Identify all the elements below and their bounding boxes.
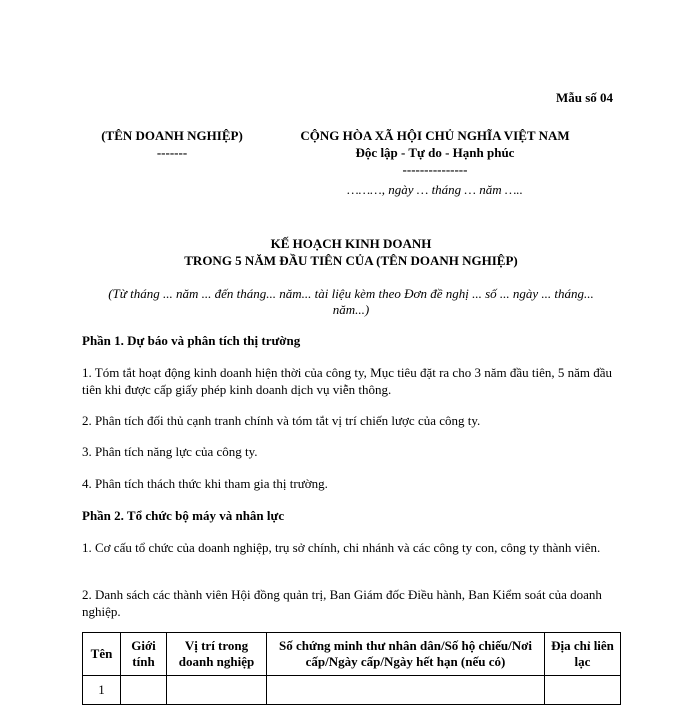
table-header-row bbox=[83, 633, 621, 676]
enterprise-name-placeholder: (TÊN DOANH NGHIỆP) bbox=[101, 128, 243, 143]
table-cell bbox=[167, 676, 267, 705]
table-cell bbox=[121, 676, 167, 705]
enterprise-divider: ------- bbox=[156, 145, 188, 160]
col-header-gender: Giới tính bbox=[121, 633, 167, 676]
col-header-contact-address: Địa chỉ liên lạc bbox=[545, 633, 621, 676]
form-number: Mẫu số 04 bbox=[556, 90, 614, 105]
motto-divider: --------------- bbox=[402, 162, 468, 177]
document-subtitle: TRONG 5 NĂM ĐẦU TIÊN CỦA (TÊN DOANH NGHIỆP) bbox=[184, 253, 518, 268]
title-note-line2: năm...) bbox=[332, 302, 370, 317]
col-header-name: Tên bbox=[83, 633, 121, 676]
part2-item-2: 2. Danh sách các thành viên Hội đồng quản trị, Ban Giám đốc Điều hành, Ban Kiểm soát của doanh nghiệp. bbox=[82, 587, 602, 619]
part1-item-4: 4. Phân tích thách thức khi tham gia thị trường. bbox=[82, 476, 328, 491]
part2-item-1: 1. Cơ cấu tổ chức của doanh nghiệp, trụ sở chính, chi nhánh và các công ty con, công ty thành viên. bbox=[82, 540, 601, 555]
staff-table bbox=[82, 632, 621, 705]
part2-heading: Phần 2. Tổ chức bộ máy và nhân lực bbox=[82, 508, 285, 523]
table-cell: 1 bbox=[83, 676, 121, 705]
part1-item-2: 2. Phân tích đối thủ cạnh tranh chính và tóm tắt vị trí chiến lược của công ty. bbox=[82, 413, 481, 428]
date-line: ………, ngày … tháng … năm ….. bbox=[347, 182, 523, 197]
part1-item-3: 3. Phân tích năng lực của công ty. bbox=[82, 444, 258, 459]
table-row bbox=[83, 676, 621, 705]
country-name: CỘNG HÒA XÃ HỘI CHỦ NGHĨA VIỆT NAM bbox=[300, 128, 570, 143]
col-header-id-document: Số chứng minh thư nhân dân/Số hộ chiếu/Nơi cấp/Ngày cấp/Ngày hết hạn (nếu có) bbox=[267, 633, 545, 676]
document-title: KẾ HOẠCH KINH DOANH bbox=[270, 236, 432, 251]
table-cell bbox=[545, 676, 621, 705]
national-motto: Độc lập - Tự do - Hạnh phúc bbox=[355, 145, 515, 160]
table-cell bbox=[267, 676, 545, 705]
part1-item-1: 1. Tóm tắt hoạt động kinh doanh hiện thời của công ty, Mục tiêu đặt ra cho 3 năm đầu tiên, 5 năm đầu tiên khi được cấp giấy phép kinh doanh dịch vụ viễn thông. bbox=[82, 365, 613, 397]
part1-heading: Phần 1. Dự báo và phân tích thị trường bbox=[82, 333, 301, 348]
col-header-position: Vị trí trong doanh nghiệp bbox=[167, 633, 267, 676]
title-note-line1: (Từ tháng ... năm ... đến tháng... năm... tài liệu kèm theo Đơn đề nghị ... số ... ngày ... tháng... bbox=[108, 286, 594, 301]
